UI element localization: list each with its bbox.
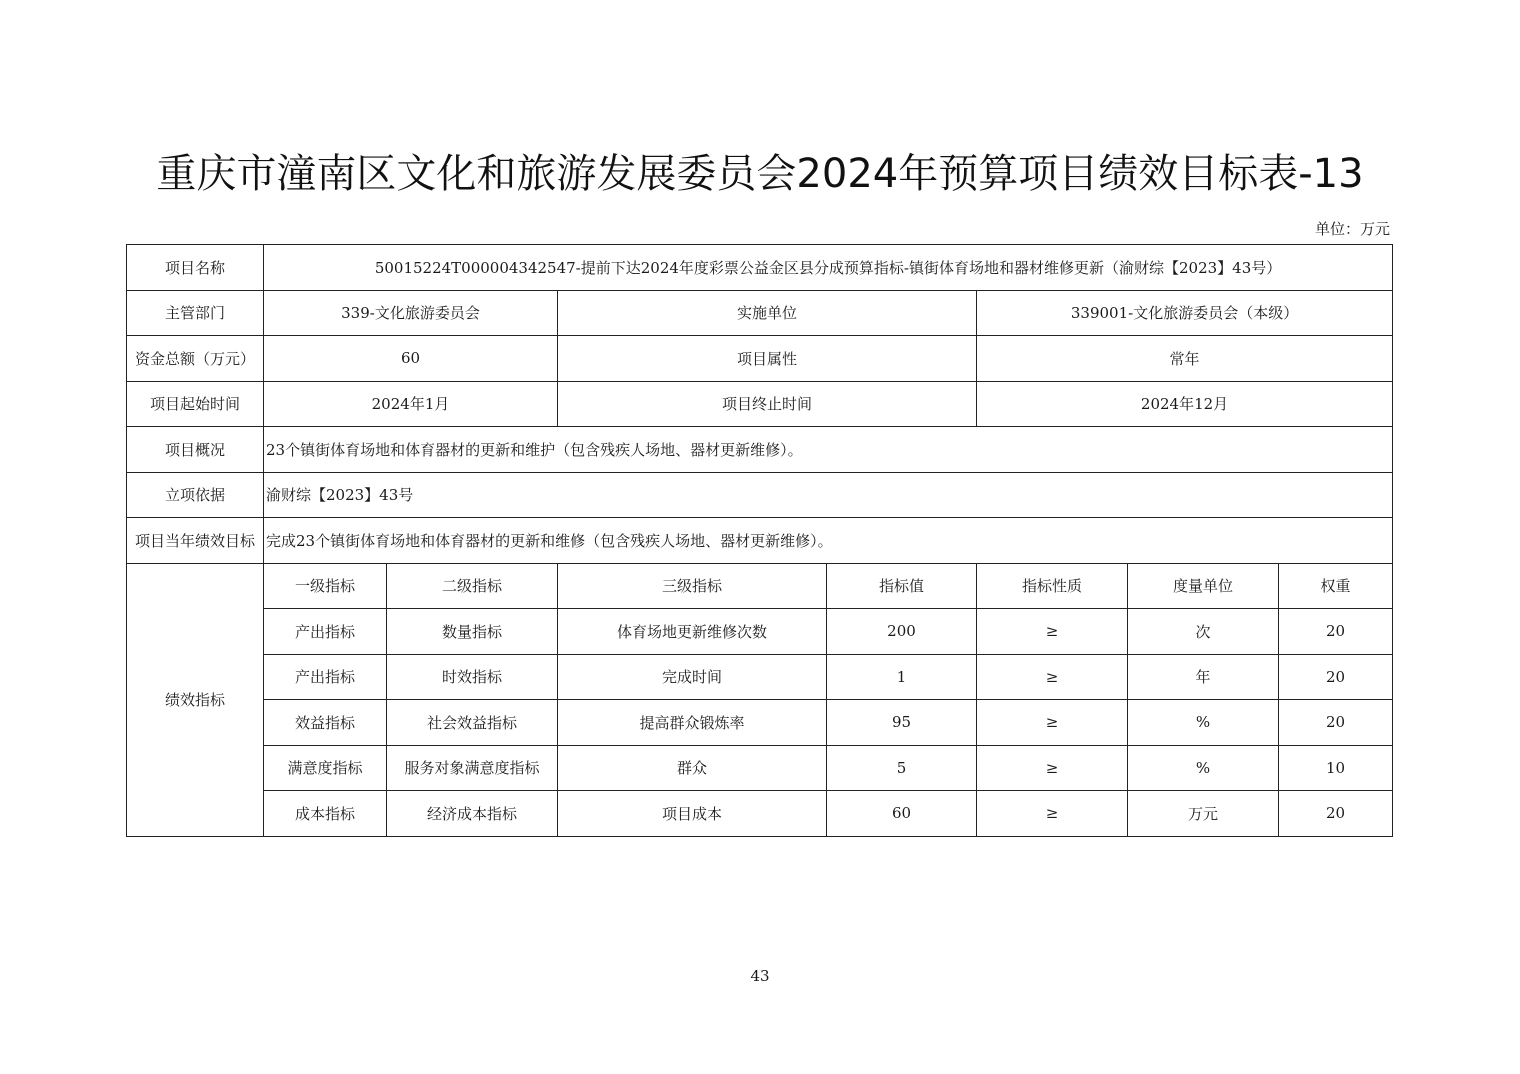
indicator-header-row (127, 563, 1393, 609)
total-funds-value: 60 (264, 336, 558, 382)
indicator-level2: 服务对象满意度指标 (387, 745, 558, 791)
indicator-value: 1 (827, 654, 977, 700)
project-name-value: 50015224T000004342547-提前下达2024年度彩票公益金区县分成预算指标-镇街体育场地和器材维修更新（渝财综【2023】43号） (264, 245, 1393, 291)
indicator-weight: 20 (1279, 654, 1393, 700)
row-time (127, 381, 1393, 427)
implementer-label: 实施单位 (558, 290, 977, 336)
page-number: 43 (750, 967, 770, 985)
header-level2: 二级指标 (387, 563, 558, 609)
indicator-level3: 体育场地更新维修次数 (558, 609, 827, 655)
start-time-value: 2024年1月 (264, 381, 558, 427)
indicator-weight: 20 (1279, 791, 1393, 837)
indicators-section-label: 绩效指标 (127, 563, 264, 836)
indicator-level3: 群众 (558, 745, 827, 791)
implementer-value: 339001-文化旅游委员会（本级） (977, 290, 1393, 336)
row-overview (127, 427, 1393, 473)
indicator-level1: 成本指标 (264, 791, 387, 837)
header-level3: 三级指标 (558, 563, 827, 609)
header-value: 指标值 (827, 563, 977, 609)
indicator-row (127, 654, 1393, 700)
overview-value: 23个镇街体育场地和体育器材的更新和维护（包含残疾人场地、器材更新维修）。 (264, 427, 1393, 473)
indicator-level2: 时效指标 (387, 654, 558, 700)
indicator-row (127, 791, 1393, 837)
indicator-row (127, 609, 1393, 655)
indicator-nature: ≥ (977, 609, 1128, 655)
indicator-level1: 满意度指标 (264, 745, 387, 791)
header-weight: 权重 (1279, 563, 1393, 609)
attribute-label: 项目属性 (558, 336, 977, 382)
indicator-level2: 数量指标 (387, 609, 558, 655)
indicator-value: 5 (827, 745, 977, 791)
indicator-row (127, 700, 1393, 746)
unit-label: 单位：万元 (1314, 220, 1390, 238)
basis-label: 立项依据 (127, 472, 264, 518)
indicator-level2: 经济成本指标 (387, 791, 558, 837)
indicator-value: 60 (827, 791, 977, 837)
indicator-unit: 万元 (1128, 791, 1279, 837)
indicator-weight: 10 (1279, 745, 1393, 791)
row-annual-goal (127, 518, 1393, 564)
indicator-nature: ≥ (977, 654, 1128, 700)
indicator-level2: 社会效益指标 (387, 700, 558, 746)
row-funds (127, 336, 1393, 382)
indicator-value: 95 (827, 700, 977, 746)
indicator-value: 200 (827, 609, 977, 655)
indicator-weight: 20 (1279, 700, 1393, 746)
indicator-level1: 效益指标 (264, 700, 387, 746)
annual-goal-label: 项目当年绩效目标 (127, 518, 264, 564)
indicator-weight: 20 (1279, 609, 1393, 655)
end-time-value: 2024年12月 (977, 381, 1393, 427)
indicator-level3: 提高群众锻炼率 (558, 700, 827, 746)
indicator-nature: ≥ (977, 700, 1128, 746)
indicator-level3: 项目成本 (558, 791, 827, 837)
department-value: 339-文化旅游委员会 (264, 290, 558, 336)
attribute-value: 常年 (977, 336, 1393, 382)
indicator-level3: 完成时间 (558, 654, 827, 700)
indicator-unit: 年 (1128, 654, 1279, 700)
page-title: 重庆市潼南区文化和旅游发展委员会2024年预算项目绩效目标表-13 (156, 151, 1364, 197)
row-project-name (127, 245, 1393, 291)
basis-value: 渝财综【2023】43号 (264, 472, 1393, 518)
indicator-unit: 次 (1128, 609, 1279, 655)
header-nature: 指标性质 (977, 563, 1128, 609)
indicator-level1: 产出指标 (264, 654, 387, 700)
row-department (127, 290, 1393, 336)
total-funds-label: 资金总额（万元） (127, 336, 264, 382)
indicator-unit: % (1128, 700, 1279, 746)
project-name-label: 项目名称 (127, 245, 264, 291)
performance-target-table (126, 244, 1393, 837)
start-time-label: 项目起始时间 (127, 381, 264, 427)
department-label: 主管部门 (127, 290, 264, 336)
indicator-nature: ≥ (977, 791, 1128, 837)
annual-goal-value: 完成23个镇街体育场地和体育器材的更新和维修（包含残疾人场地、器材更新维修）。 (264, 518, 1393, 564)
indicator-unit: % (1128, 745, 1279, 791)
header-level1: 一级指标 (264, 563, 387, 609)
indicator-row (127, 745, 1393, 791)
overview-label: 项目概况 (127, 427, 264, 473)
end-time-label: 项目终止时间 (558, 381, 977, 427)
indicator-nature: ≥ (977, 745, 1128, 791)
row-basis (127, 472, 1393, 518)
indicator-level1: 产出指标 (264, 609, 387, 655)
header-unit: 度量单位 (1128, 563, 1279, 609)
